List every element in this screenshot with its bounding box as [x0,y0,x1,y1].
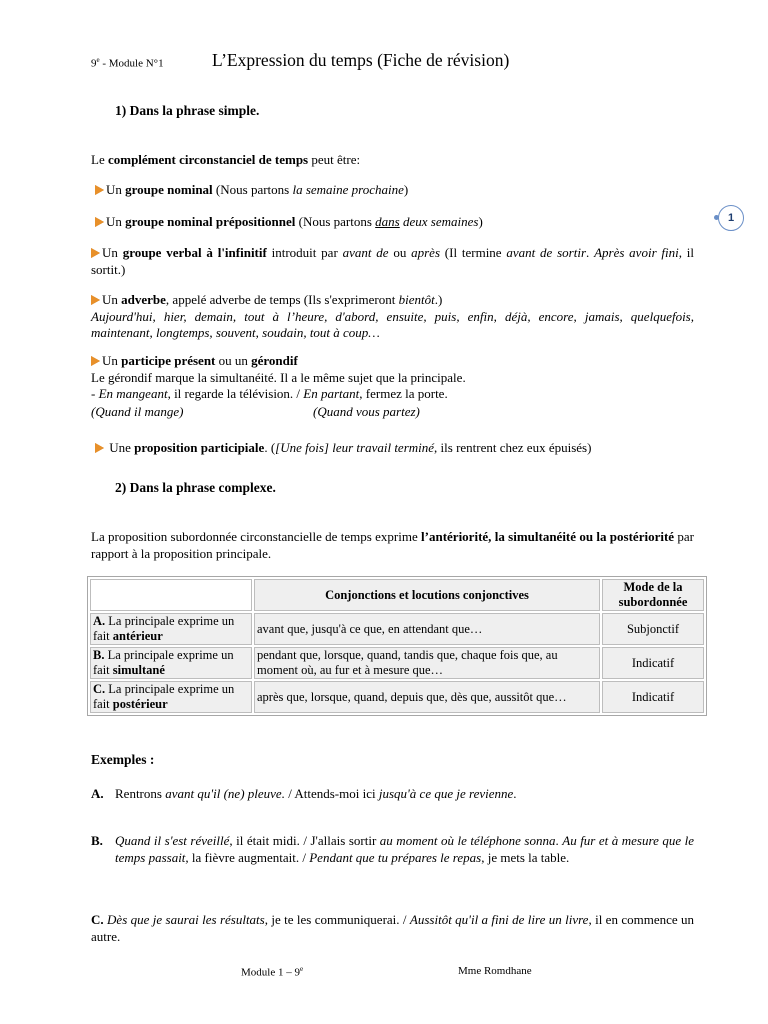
table-header-row [90,579,704,611]
row-conjonctions: avant que, jusqu'à ce que, en attendant que… [254,613,600,645]
row-mode: Subjonctif [602,613,704,645]
gerondif-note-2: (Quand vous partez) [313,404,420,419]
row-label: B. La principale exprime un fait simultané [90,647,252,679]
example-b: B. Quand il s'est réveillé, il était midi. / J'allais sortir au moment où le téléphone sonna. Au fur et à mesure que le temps passait, la fièvre augmentait. / Pendant que tu prépares le repas, je mets la table. [91,833,695,865]
gerondif-note-1: (Quand il mange) [91,404,184,419]
table-header-conjonctions: Conjonctions et locutions conjonctives [254,579,600,611]
arrow-bullet-icon [91,295,100,305]
table-header-empty [90,579,252,611]
footer-module: Module 1 – 9e [241,965,304,979]
table-row [90,647,704,679]
row-mode: Indicatif [602,647,704,679]
row-label: A. La principale exprime un fait antérieur [90,613,252,645]
table-row [90,613,704,645]
examples-heading: Exemples : [91,752,155,767]
table-header-mode: Mode de la subordonnée [602,579,704,611]
example-c: C. Dès que je saurai les résultats, je te les communiquerai. / Aussitôt qu'il a fini de lire un livre, il en commence un autre. [91,912,695,944]
section2-heading: 2) Dans la phrase complexe. [115,480,276,495]
arrow-bullet-icon [91,356,100,366]
example-a: A. Rentrons avant qu'il (ne) pleuve. / Attends-moi ici jusqu'à ce que je revienne. [91,786,517,801]
bullet-adverbe: Un adverbe, appelé adverbe de temps (Ils s'exprimeront bientôt.) Aujourd'hui, hier, demain, tout à l’heure, d'abord, ensuite, puis, enfin, déjà, encore, jamais, quelquefois, maintenant, longtemps, souvent, soudain, tout à coup… [91,292,694,340]
page-number-badge[interactable]: 1 [718,205,744,231]
bullet-proposition-participiale: Une proposition participiale. ([Une fois] leur travail terminé, ils rentrent chez eux épuisés) [95,440,591,457]
adverb-list: Aujourd'hui, hier, demain, tout à l’heure, d'abord, ensuite, puis, enfin, déjà, encore, jamais, quelquefois, maintenant, longtemps, souvent, soudain, tout à coup… [91,308,694,340]
module-label: 9e - Module N°1 [91,56,164,70]
arrow-bullet-icon [95,185,104,195]
bullet-groupe-prepositionnel: Un groupe nominal prépositionnel (Nous partons dans deux semaines) [95,214,483,231]
footer-author: Mme Romdhane [458,965,532,977]
section1-intro: Le complément circonstanciel de temps peut être: [91,152,361,167]
section2-intro: La proposition subordonnée circonstancielle de temps exprime l’antériorité, la simultanéité ou la postériorité par rapport à la proposition principale. [91,529,694,561]
bullet-groupe-verbal: Un groupe verbal à l'infinitif introduit par avant de ou après (Il termine avant de sortir. Après avoir fini, il sortit.) [91,245,695,277]
conjunctions-table [87,576,707,716]
row-label: C. La principale exprime un fait postérieur [90,681,252,713]
document-header [91,50,711,76]
arrow-bullet-icon [95,217,104,227]
bullet-groupe-nominal: Un groupe nominal (Nous partons la semaine prochaine) [95,182,408,199]
arrow-bullet-icon [91,248,100,258]
bullet-participe-gerondif: Un participe présent ou un gérondif Le gérondif marque la simultanéité. Il a le même sujet que la principale. - En mangeant, il regarde la télévision. / En partant, fermez la porte. [91,353,466,401]
table-row [90,681,704,713]
row-mode: Indicatif [602,681,704,713]
arrow-bullet-icon [95,443,104,453]
row-conjonctions: après que, lorsque, quand, depuis que, dès que, aussitôt que… [254,681,600,713]
document-title: L’Expression du temps (Fiche de révision) [212,50,510,70]
section1-heading: 1) Dans la phrase simple. [115,103,260,118]
row-conjonctions: pendant que, lorsque, quand, tandis que, chaque fois que, au moment où, au fur et à mesure que… [254,647,600,679]
